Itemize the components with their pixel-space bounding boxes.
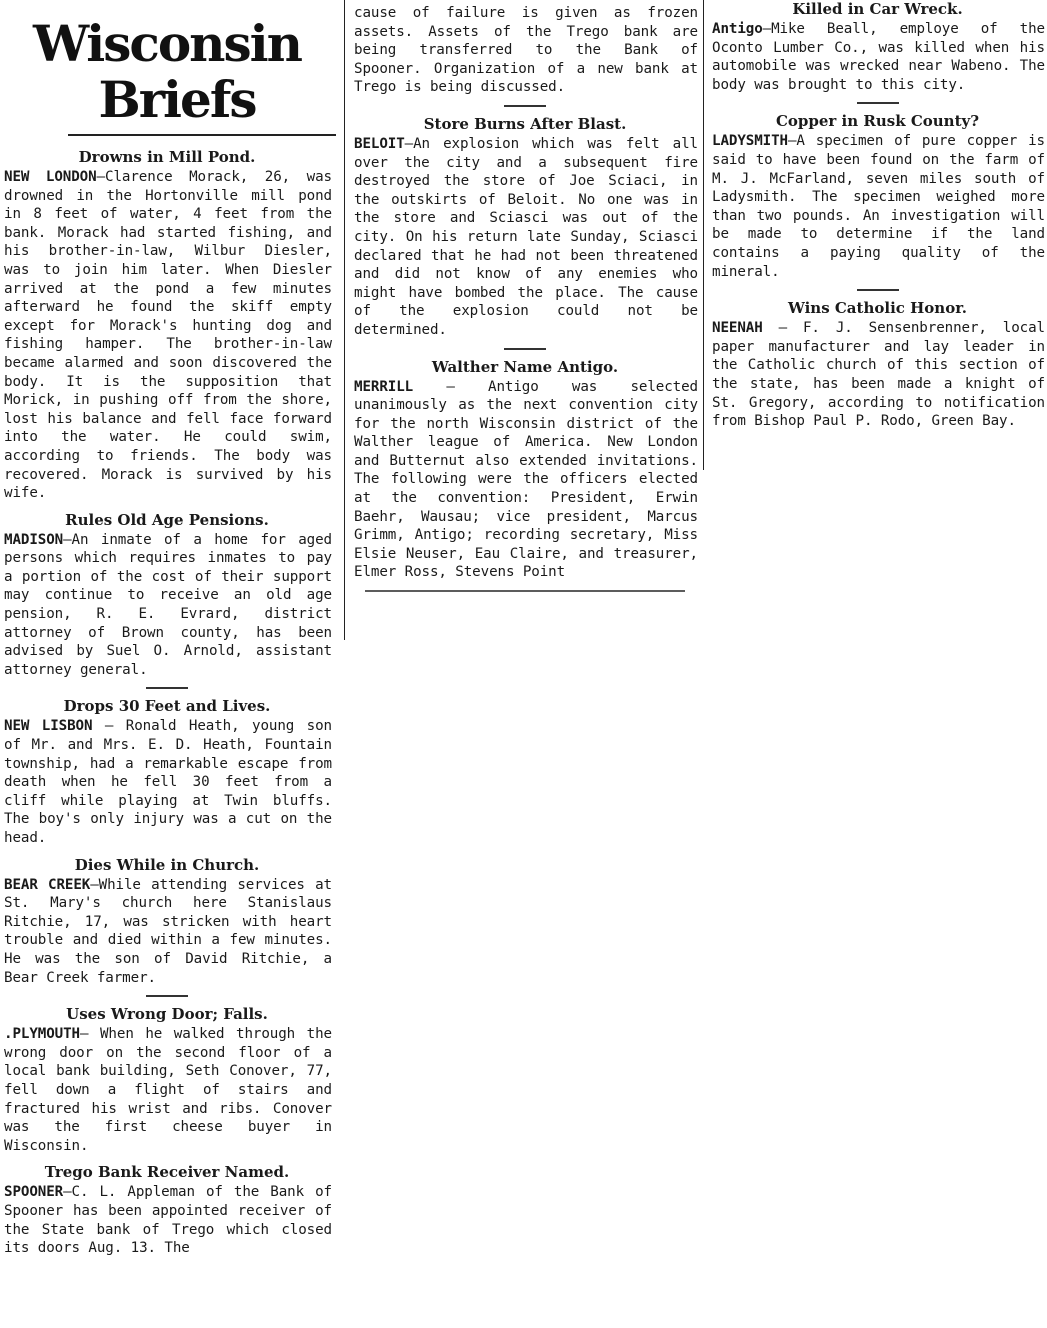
story-separator bbox=[857, 102, 899, 104]
story-walther-name-antigo bbox=[350, 358, 700, 583]
story-trego-bank-receiver bbox=[0, 1163, 334, 1257]
story-separator bbox=[146, 687, 188, 689]
dateline: BEAR CREEK bbox=[4, 876, 91, 893]
masthead-rule bbox=[68, 134, 336, 136]
story-separator bbox=[146, 995, 188, 997]
dateline: LADYSMITH bbox=[712, 133, 788, 150]
dateline: NEW LONDON bbox=[4, 169, 97, 185]
dateline: MADISON bbox=[4, 531, 64, 548]
story-text: —An inmate of a home for aged persons which requires inmates to pay a portion of the cost of their support may continue to receive an old age pension, R. E. Evrard, district attorney of Brown county, has been advised by Suel O. Arnold, assistant attorney general. bbox=[4, 531, 332, 678]
headline: Drops 30 Feet and Lives. bbox=[63, 697, 271, 716]
headline: Walther Name Antigo. bbox=[431, 357, 619, 376]
headline: Uses Wrong Door; Falls. bbox=[66, 1005, 268, 1024]
headline: Drowns in Mill Pond. bbox=[78, 148, 256, 166]
column-3 bbox=[708, 0, 1047, 439]
story-text: — F. J. Sensenbrenner, local paper manufacturer and lay leader in the Catholic church of this section of the state, has been made a knight of St. Gregory, according to notification from Bishop Paul P. Rodo, Green Bay. bbox=[712, 320, 1045, 430]
story-body bbox=[708, 20, 1047, 94]
column-end-rule bbox=[365, 590, 685, 592]
story-separator bbox=[504, 105, 546, 107]
story-drowns-in-mill-pond bbox=[0, 148, 334, 503]
story-text: —C. L. Appleman of the Bank of Spooner has been appointed receiver of the State bank of Trego which closed its doors Aug. 13. The bbox=[4, 1184, 332, 1257]
dateline: NEW LISBON bbox=[4, 718, 93, 735]
dateline: SPOONER bbox=[4, 1184, 64, 1201]
story-body bbox=[350, 378, 700, 583]
story-body bbox=[0, 1025, 334, 1155]
dateline: .PLYMOUTH bbox=[4, 1026, 80, 1043]
headline: Trego Bank Receiver Named. bbox=[44, 1163, 290, 1182]
story-killed-in-car-wreck bbox=[708, 0, 1047, 94]
headline: Dies While in Church. bbox=[74, 855, 260, 874]
masthead-line1: Wisconsin bbox=[32, 14, 302, 73]
story-wins-catholic-honor bbox=[708, 299, 1047, 431]
story-body bbox=[708, 132, 1047, 281]
story-text: cause of failure is given as frozen assets. Assets of the Trego bank are being transferred to the Bank of Spooner. Organization of a new bank at Trego is being discussed. bbox=[354, 5, 698, 96]
story-text: —While attending services at St. Mary's church here Stanislaus Ritchie, 17, was stricken with heart trouble and died within a few minutes. He was the son of David Ritchie, a Bear Creek farmer. bbox=[4, 876, 332, 986]
headline: Store Burns After Blast. bbox=[423, 114, 627, 133]
story-body bbox=[0, 531, 334, 680]
story-body bbox=[0, 876, 334, 988]
headline: Wins Catholic Honor. bbox=[788, 299, 967, 318]
dateline: Antigo bbox=[712, 21, 763, 37]
story-body bbox=[708, 319, 1047, 431]
masthead-line2: Briefs bbox=[98, 70, 256, 129]
story-dies-while-in-church bbox=[0, 856, 334, 988]
story-uses-wrong-door bbox=[0, 1005, 334, 1155]
column-1 bbox=[0, 0, 338, 1266]
story-body bbox=[0, 168, 334, 503]
story-text: —A specimen of pure copper is said to have been found on the farm of M. J. McFarland, seven miles south of Ladysmith. The specimen weighed more than two pounds. An investigation will be made to determine if the land contains a paying quality of the mineral. bbox=[712, 133, 1045, 280]
story-rules-old-age-pensions bbox=[0, 511, 334, 680]
headline: Killed in Car Wreck. bbox=[792, 0, 963, 18]
story-text: — Ronald Heath, young son of Mr. and Mrs. E. D. Heath, Fountain township, had a remarkable escape from death when he fell 30 feet from a cliff while playing at Twin bluffs. The boy's only injury was a cut on the head. bbox=[4, 718, 332, 846]
masthead bbox=[0, 16, 334, 128]
story-text: —An explosion which was felt all over the city and a subsequent fire destroyed the store of Joe Sciaci, in the outskirts of Beloit. No one was in the store and Sciasci was out of the city. On his return late Sunday, Sciasci declared that he had not been threatened and did not know of any enemies who might have bombed the place. The cause of the explosion could not be determined. bbox=[354, 135, 698, 338]
headline: Rules Old Age Pensions. bbox=[65, 510, 269, 529]
column-rule-right bbox=[703, 0, 704, 470]
column-2 bbox=[350, 0, 700, 596]
story-store-burns bbox=[350, 115, 700, 340]
story-copper-in-rusk-county bbox=[708, 112, 1047, 281]
story-body bbox=[0, 717, 334, 847]
dateline: MERRILL bbox=[354, 378, 414, 395]
story-body bbox=[0, 1183, 334, 1257]
story-separator bbox=[857, 289, 899, 291]
story-body bbox=[350, 135, 700, 340]
story-trego-bank-continued bbox=[350, 4, 700, 97]
column-rule-left bbox=[344, 0, 345, 640]
story-text: —Clarence Morack, 26, was drowned in the Hortonville mill pond in 8 feet of water, 4 feet from the bank. Morack had started fishing, and his brother-in-law, Wilbur Diesler, was to join him later. When Diesler arrived at the pond a few minutes afterward he found the skiff empty except for Morack's hunting dog and fishing hamper. The brother-in-law became alarmed and soon discovered the body. It is the supposition that Morick, in pushing off from the shore, lost his balance and fell face forward into the water. He could swim, according to friends. The body was recovered. Morack is survived by his wife. bbox=[4, 169, 333, 502]
story-body bbox=[350, 4, 700, 97]
story-text: — When he walked through the wrong door on the second floor of a local bank building, Seth Conover, 77, fell down a flight of stairs and fractured his wrist and ribs. Conover was the first cheese buyer in Wisconsin. bbox=[4, 1026, 332, 1154]
story-text: — Antigo was selected unanimously as the next convention city for the north Wisconsin district of the Walther league of America. New London and Butternut also extended invitations. The following were the officers elected at the convention: President, Erwin Baehr, Wausau; vice president, Marcus Grimm, Antigo; recording secretary, Miss Elsie Neuser, Eau Claire, and treasurer, Elmer Ross, Stevens Point bbox=[354, 378, 698, 581]
story-drops-30-feet bbox=[0, 697, 334, 847]
headline: Copper in Rusk County? bbox=[775, 112, 980, 131]
dateline: BELOIT bbox=[354, 135, 405, 152]
story-separator bbox=[504, 348, 546, 350]
story-text: —Mike Beall, employe of the Oconto Lumber Co., was killed when his automobile was wrecked near Wabeno. The body was brought to this city. bbox=[712, 21, 1045, 93]
dateline: NEENAH bbox=[712, 320, 763, 337]
